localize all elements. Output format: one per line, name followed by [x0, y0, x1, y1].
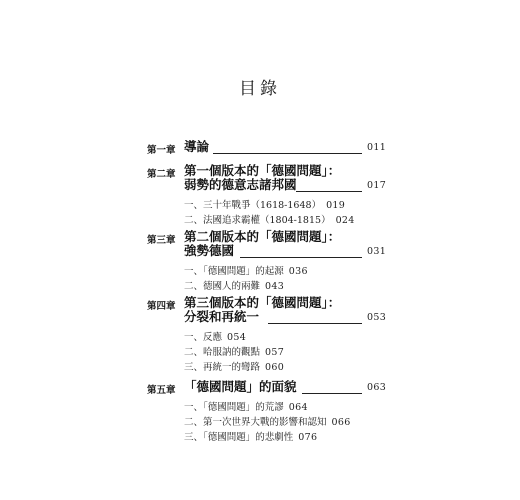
- chapter-page: 063: [367, 382, 387, 393]
- leader-rule: [240, 257, 362, 258]
- chapter-label: 第二章: [147, 169, 176, 180]
- toc-subsection[interactable]: 一、「德國問題」的荒謬 064: [184, 402, 308, 413]
- chapter-title: 第一個版本的「德國問題」：: [184, 163, 341, 178]
- chapter-title: 導論: [184, 139, 210, 154]
- leader-rule: [302, 393, 362, 394]
- leader-rule: [296, 191, 362, 192]
- chapter-title-line2: 分裂和再統一: [184, 309, 260, 324]
- chapter-page: 031: [367, 246, 387, 257]
- chapter-label: 第五章: [147, 385, 176, 396]
- toc-subsection[interactable]: 二、德國人的兩難 043: [184, 281, 285, 292]
- leader-rule: [268, 323, 362, 324]
- chapter-title-line2: 強勢德國: [184, 243, 235, 258]
- toc-subsection[interactable]: 一、「德國問題」的起源 036: [184, 266, 308, 277]
- toc-subsection[interactable]: 二、哈服訥的觀點 057: [184, 347, 285, 358]
- chapter-label: 第三章: [147, 235, 176, 246]
- leader-rule: [213, 153, 362, 154]
- toc-subsection[interactable]: 三、「德國問題」的悲劇性 076: [184, 432, 318, 443]
- toc-subsection[interactable]: 二、法國追求霸權（1804-1815） 024: [184, 215, 355, 226]
- chapter-title: 第三個版本的「德國問題」：: [184, 295, 341, 310]
- toc-subsection[interactable]: 一、反應 054: [184, 332, 247, 343]
- chapter-page: 053: [367, 312, 387, 323]
- toc-subsection[interactable]: 二、第一次世界大戰的影響和認知 066: [184, 417, 351, 428]
- chapter-label: 第一章: [147, 145, 176, 156]
- toc-subsection[interactable]: 三、再統一的彎路 060: [184, 362, 285, 373]
- chapter-page: 017: [367, 180, 387, 191]
- toc-subsection[interactable]: 一、三十年戰爭（1618-1648） 019: [184, 200, 346, 211]
- chapter-page: 011: [367, 142, 387, 153]
- page-title: 目錄: [239, 79, 281, 99]
- chapter-label: 第四章: [147, 301, 176, 312]
- chapter-title-line2: 弱勢的德意志諸邦國: [184, 177, 297, 192]
- chapter-title: 第二個版本的「德國問題」：: [184, 229, 341, 244]
- chapter-title: 「德國問題」的面貌: [184, 379, 297, 394]
